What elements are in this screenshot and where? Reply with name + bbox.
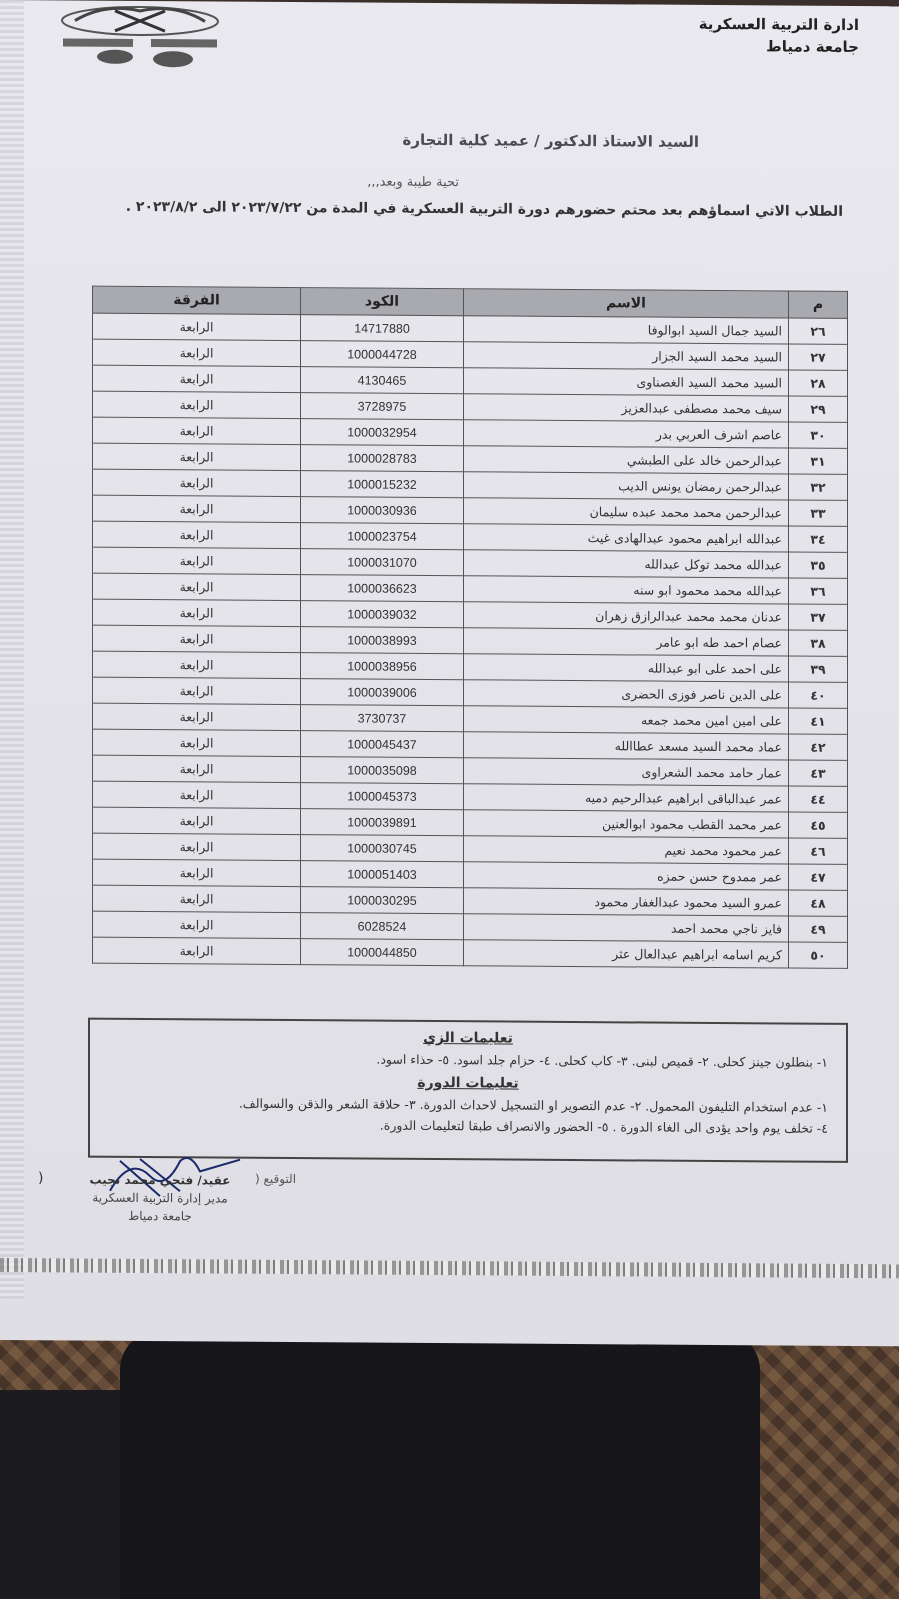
- row-number: ٤٢: [789, 734, 848, 760]
- student-name: السيد محمد السيد الغصناوى: [464, 368, 789, 396]
- student-level: الرابعة: [93, 573, 301, 600]
- signature-close-paren: ): [38, 1170, 44, 1187]
- addressee-title: السيد الاستاذ الدكتور / عميد كلية التجارة: [402, 130, 699, 151]
- student-name: عمار حامد محمد الشعراوى: [464, 758, 789, 786]
- header-code: الكود: [301, 288, 464, 316]
- student-name: السيد محمد السيد الجزار: [464, 342, 789, 370]
- student-name: عاصم اشرف العربي بدر: [464, 420, 789, 448]
- student-code: 1000031070: [301, 549, 464, 576]
- student-code: 1000038956: [301, 653, 464, 680]
- row-number: ٣٢: [789, 474, 848, 500]
- row-number: ٢٧: [789, 344, 848, 370]
- row-number: ٣٨: [789, 630, 848, 656]
- student-level: الرابعة: [93, 443, 301, 470]
- row-number: ٤٤: [789, 786, 848, 812]
- paper-left-edge: [0, 0, 24, 1300]
- student-code: 1000039891: [301, 809, 464, 836]
- org-header: [699, 13, 859, 58]
- background-fabric: [120, 1330, 760, 1599]
- row-number: ٤٧: [789, 864, 848, 890]
- student-name: عمر عبدالباقى ابراهيم عبدالرحيم دميه: [464, 784, 789, 812]
- row-number: ٣٤: [789, 526, 848, 552]
- instructions-box: [88, 1018, 848, 1163]
- student-level: الرابعة: [93, 625, 301, 652]
- student-name: سيف محمد مصطفى عبدالعزيز: [464, 394, 789, 422]
- student-code: 1000045437: [301, 731, 464, 758]
- student-name: عبدالله ابراهيم محمود عبدالهادى غيث: [464, 524, 789, 552]
- student-name: عمر محمد القطب محمود ابوالعنين: [464, 810, 789, 838]
- uniform-instructions-title: تعليمات الزي: [423, 1029, 513, 1047]
- student-name: عماد محمد السيد مسعد عطاالله: [464, 732, 789, 760]
- student-name: عبدالرحمن رمضان يونس الديب: [464, 472, 789, 500]
- row-number: ٣٥: [789, 552, 848, 578]
- student-code: 1000051403: [301, 861, 464, 888]
- row-number: ٣٠: [789, 422, 848, 448]
- military-emblem-icon: [55, 0, 225, 71]
- student-code: 1000030295: [301, 887, 464, 914]
- student-level: الرابعة: [93, 521, 301, 548]
- student-code: 3728975: [301, 393, 464, 420]
- row-number: ٤٥: [789, 812, 848, 838]
- student-code: 1000039006: [301, 679, 464, 706]
- student-level: الرابعة: [93, 781, 301, 808]
- student-name: عبدالرحمن محمد محمد عبده سليمان: [464, 498, 789, 526]
- student-code: 1000023754: [301, 523, 464, 550]
- student-level: الرابعة: [93, 885, 301, 912]
- student-level: الرابعة: [93, 469, 301, 496]
- row-number: ٤٠: [789, 682, 848, 708]
- student-name: عبدالله محمد توكل عبدالله: [464, 550, 789, 578]
- student-name: السيد جمال السيد ابوالوفا: [464, 316, 789, 344]
- student-code: 1000044728: [301, 341, 464, 368]
- student-code: 1000032954: [301, 419, 464, 446]
- student-level: الرابعة: [93, 365, 301, 392]
- signatory-block: [60, 1170, 260, 1225]
- student-level: الرابعة: [93, 755, 301, 782]
- student-code: 1000015232: [301, 471, 464, 498]
- student-code: 14717880: [301, 315, 464, 342]
- org-name: ادارة التربية العسكرية: [698, 14, 859, 34]
- greeting: تحية طيبة وبعد,,,: [367, 174, 459, 191]
- header-name: الاسم: [464, 289, 789, 318]
- student-level: الرابعة: [93, 807, 301, 834]
- student-level: الرابعة: [93, 937, 301, 964]
- student-code: 6028524: [301, 913, 464, 940]
- student-name: فايز ناجي محمد احمد: [464, 914, 789, 942]
- student-code: 1000039032: [301, 601, 464, 628]
- header-num: م: [789, 291, 848, 318]
- student-code: 1000035098: [301, 757, 464, 784]
- student-level: الرابعة: [93, 391, 301, 418]
- student-code: 1000044850: [301, 939, 464, 966]
- student-name: على الدين ناصر فوزى الحضرى: [464, 680, 789, 708]
- student-name: على امين امين محمد جمعه: [464, 706, 789, 734]
- scan-bottom-band: [0, 1258, 899, 1278]
- intro-text: الطلاب الاتي اسماؤهم بعد محتم حضورهم دورة التربية العسكرية في المدة من ٢٠٢٣/٧/٢٢ الى ٢٠٢٣/٨/٢ .: [125, 198, 843, 220]
- row-number: ٤٦: [789, 838, 848, 864]
- student-code: 1000038993: [301, 627, 464, 654]
- student-code: 3730737: [301, 705, 464, 732]
- course-instructions-line-1: ١- عدم استخدام التليفون المحمول. ٢- عدم التصوير او التسجيل لاحداث الدورة. ٣- حلاقة الشعر والذقن والسوالف.: [238, 1095, 828, 1115]
- student-code: 4130465: [301, 367, 464, 394]
- student-level: الرابعة: [93, 833, 301, 860]
- student-code: 1000030936: [301, 497, 464, 524]
- student-level: الرابعة: [93, 339, 301, 366]
- student-name: عصام احمد طه ابو عامر: [464, 628, 789, 656]
- row-number: ٤٨: [789, 890, 848, 916]
- student-code: 1000045373: [301, 783, 464, 810]
- student-name: عمر ممدوح حسن حمزه: [464, 862, 789, 890]
- student-level: الرابعة: [93, 547, 301, 574]
- row-number: ٢٨: [789, 370, 848, 396]
- university-name: جامعة دمياط: [766, 37, 859, 56]
- student-level: الرابعة: [93, 677, 301, 704]
- row-number: ٣٦: [789, 578, 848, 604]
- row-number: ٤٣: [789, 760, 848, 786]
- signatory-university: جامعة دمياط: [128, 1208, 192, 1224]
- students-table: [92, 286, 848, 969]
- row-number: ٤٩: [789, 916, 848, 942]
- student-name: عدنان محمد محمد عبدالرازق زهران: [464, 602, 789, 630]
- row-number: ٣٧: [789, 604, 848, 630]
- row-number: ٣١: [789, 448, 848, 474]
- student-level: الرابعة: [93, 495, 301, 522]
- student-code: 1000030745: [301, 835, 464, 862]
- signatory-role: مدير إدارة التربية العسكرية: [92, 1190, 228, 1206]
- student-level: الرابعة: [93, 729, 301, 756]
- row-number: ٣٩: [789, 656, 848, 682]
- student-name: عبدالرحمن خالد على الطبشي: [464, 446, 789, 474]
- signature-label: التوقيع (: [255, 1171, 297, 1187]
- course-instructions-title: تعليمات الدورة: [417, 1074, 519, 1092]
- student-name: كريم اسامه ابراهيم عبدالعال عثر: [464, 940, 789, 968]
- student-name: عمرو السيد محمود عبدالغفار محمود: [464, 888, 789, 916]
- student-level: الرابعة: [93, 911, 301, 938]
- student-level: الرابعة: [93, 859, 301, 886]
- student-name: عمر محمود محمد نعيم: [464, 836, 789, 864]
- student-level: الرابعة: [93, 313, 301, 340]
- row-number: ٤١: [789, 708, 848, 734]
- signatory-name: عقيد/ فتحي محمد نجيب: [89, 1172, 231, 1188]
- row-number: ٢٩: [789, 396, 848, 422]
- uniform-instructions: ١- بنطلون جينز كحلى. ٢- قميص لبنى. ٣- كاب كحلى. ٤- حزام جلد اسود. ٥- حذاء اسود.: [376, 1051, 828, 1070]
- row-number: ٥٠: [789, 942, 848, 968]
- student-level: الرابعة: [93, 417, 301, 444]
- student-name: على احمد على ابو عبدالله: [464, 654, 789, 682]
- student-level: الرابعة: [93, 651, 301, 678]
- course-instructions-line-2: ٤- تخلف يوم واحد يؤدى الى الغاء الدورة . ٥- الحضور والانصراف طبقا لتعليمات الدورة.: [379, 1117, 828, 1136]
- student-code: 1000036623: [301, 575, 464, 602]
- row-number: ٢٦: [789, 318, 848, 344]
- student-code: 1000028783: [301, 445, 464, 472]
- student-name: عبدالله محمد محمود ابو سنه: [464, 576, 789, 604]
- row-number: ٣٣: [789, 500, 848, 526]
- student-level: الرابعة: [93, 703, 301, 730]
- table-row: [93, 937, 848, 968]
- student-level: الرابعة: [93, 599, 301, 626]
- header-level: الفرقة: [93, 286, 301, 314]
